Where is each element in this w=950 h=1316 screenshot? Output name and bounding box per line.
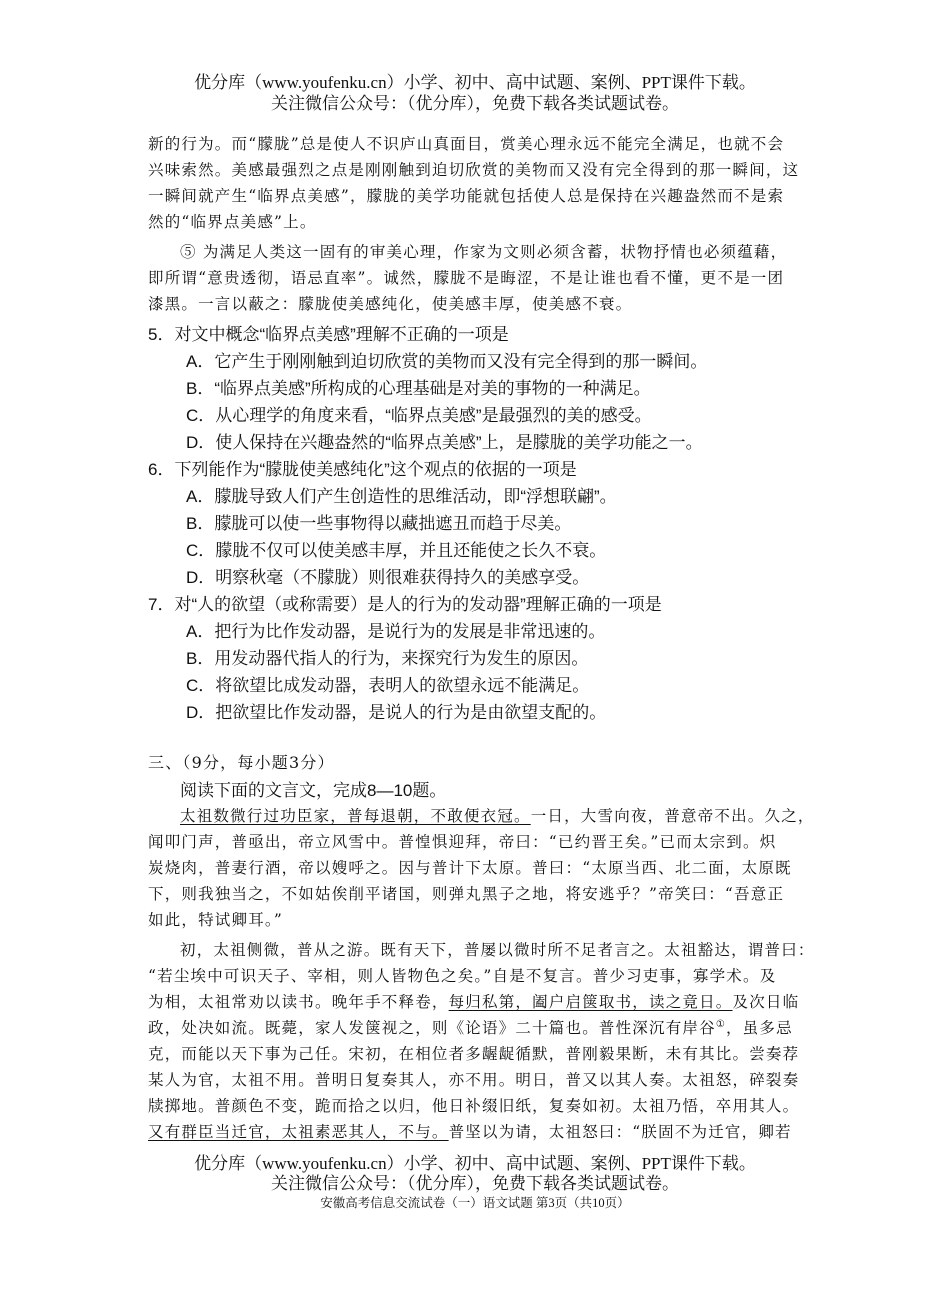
classical-line-9: 政，处决如流。既薨，家人发箧视之，则《论语》二十篇也。普性深沉有岸谷①，虽多忌 <box>148 1018 793 1037</box>
classical-line: 某人为官，太祖不用。普明日复奏其人，亦不用。明日，普又以其人奏。太祖怒，碎裂奏 <box>148 1071 800 1089</box>
classical-line: 如此，特试卿耳。” <box>148 911 283 929</box>
section-3-heading: 三、（9分，每小题3分） <box>148 753 335 772</box>
page-info: 安徽高考信息交流试卷（一）语文试题 第3页（共10页） <box>320 1196 630 1210</box>
passage-line: 漆黑。一言以蔽之：朦胧使美感纯化，使美感丰厚，使美感不衰。 <box>148 295 633 313</box>
question-6-option-c: C．朦胧不仅可以使美感丰厚，并且还能使之长久不衰。 <box>186 541 607 560</box>
footer-line-2: 关注微信公众号：（优分库），免费下载各类试题试卷。 <box>271 1174 679 1193</box>
question-5-option-d: D．使人保持在兴趣盎然的“临界点美感”上，是朦胧的美学功能之一。 <box>186 433 703 452</box>
footer-line-1: 优分库（www.youfenku.cn）小学、初中、高中试题、案例、PPT课件下载。 <box>194 1154 756 1173</box>
classical-line: 克，而能以天下事为己任。宋初，在相位者多龌龊循默，普刚毅果断，未有其比。尝奏荐 <box>148 1045 800 1063</box>
question-6-option-d: D．明察秋毫（不朦胧）则很难获得持久的美感享受。 <box>186 568 590 587</box>
question-7-option-a: A．把行为比作发动器，是说行为的发展是非常迅速的。 <box>186 622 606 641</box>
passage-line: 然的“临界点美感”上。 <box>148 213 317 231</box>
question-5-option-a: A．它产生于刚刚触到迫切欣赏的美物而又没有完全得到的那一瞬间。 <box>186 352 708 371</box>
classical-line: 炭烧肉，普妻行酒，帝以嫂呼之。因与普计下太原。普曰：“太原当西、北二面，太原既 <box>148 859 792 877</box>
passage-line: 即所谓“意贵透彻，语忌直率”。诚然，朦胧不是晦涩，不是让谁也看不懂，更不是一团 <box>148 269 785 287</box>
footnote-marker: ① <box>715 1018 726 1030</box>
classical-line-1: 太祖数微行过功臣家，普每退朝，不敢便衣冠。一日，大雪向夜，普意帝不出。久之， <box>180 807 815 825</box>
classical-line: 牍掷地。普颜色不变，跪而拾之以归，他日补缀旧纸，复奏如初。太祖乃悟，卒用其人。 <box>148 1097 800 1115</box>
classical-line: 初，太祖侧微，普从之游。既有天下，普屡以微时所不足者言之。太祖豁达，谓普曰： <box>180 941 815 959</box>
question-6-option-b: B．朦胧可以使一些事物得以藏拙遮丑而趋于尽美。 <box>186 514 572 533</box>
passage-line: 一瞬间就产生“临界点美感”，朦胧的美学功能就包括使人总是保持在兴趣盎然而不是索 <box>148 187 785 205</box>
passage-line: ⑤ 为满足人类这一固有的审美心理，作家为文则必须含蓄，状物抒情也必须蕴藉， <box>180 243 788 261</box>
classical-line: “若尘埃中可识天子、宰相，则人皆物色之矣。”自是不复言。普少习吏事，寡学术。及 <box>148 967 777 985</box>
question-6-stem: 6．下列能作为“朦胧使美感纯化”这个观点的依据的一项是 <box>148 460 577 479</box>
classical-line-13: 又有群臣当迁官，太祖素恶其人，不与。普坚以为请，太祖怒曰：“朕固不为迁官，卿若 <box>148 1123 792 1141</box>
question-7-option-b: B．用发动器代指人的行为，来探究行为发生的原因。 <box>186 649 589 668</box>
question-5-option-b: B．“临界点美感”所构成的心理基础是对美的事物的一种满足。 <box>186 379 651 398</box>
question-5-option-c: C．从心理学的角度来看，“临界点美感”是最强烈的美的感受。 <box>186 406 652 425</box>
question-5-stem: 5．对文中概念“临界点美感”理解不正确的一项是 <box>148 325 509 344</box>
passage-line: 新的行为。而“朦胧”总是使人不识庐山真面目，赏美心理永远不能完全满足，也就不会 <box>148 135 785 153</box>
classical-line: 闻叩门声，普亟出，帝立风雪中。普惶惧迎拜，帝曰：“已约晋王矣。”已而太宗到。炽 <box>148 833 777 851</box>
underlined-sentence-3: 又有群臣当迁官，太祖素恶其人，不与。 <box>148 1123 449 1141</box>
header-line-2: 关注微信公众号：（优分库），免费下载各类试题试卷。 <box>271 94 679 113</box>
classical-line: 下，则我独当之，不如姑俟削平诸国，则弹丸黑子之地，将安逃乎？”帝笑曰：“吾意正 <box>148 885 785 903</box>
question-7-option-c: C．将欲望比成发动器，表明人的欲望永远不能满足。 <box>186 676 590 695</box>
underlined-sentence-1: 太祖数微行过功臣家，普每退朝，不敢便衣冠。 <box>180 807 531 825</box>
underlined-sentence-2: 每归私第，阖户启箧取书，读之竟日。 <box>448 993 733 1011</box>
passage-line: 兴味索然。美感最强烈之点是刚刚触到迫切欣赏的美物而又没有完全得到的那一瞬间，这 <box>148 161 800 179</box>
question-6-option-a: A．朦胧导致人们产生创造性的思维活动，即“浮想联翩”。 <box>186 487 617 506</box>
header-line-1: 优分库（www.youfenku.cn）小学、初中、高中试题、案例、PPT课件下载。 <box>194 73 756 92</box>
classical-line-8: 为相，太祖常劝以读书。晚年手不释卷，每归私第，阖户启箧取书，读之竟日。及次日临 <box>148 993 800 1011</box>
section-3-instruction: 阅读下面的文言文，完成8—10题。 <box>180 781 447 800</box>
question-7-stem: 7．对“人的欲望（或称需要）是人的行为的发动器”理解正确的一项是 <box>148 595 662 614</box>
question-7-option-d: D．把欲望比作发动器，是说人的行为是由欲望支配的。 <box>186 703 607 722</box>
